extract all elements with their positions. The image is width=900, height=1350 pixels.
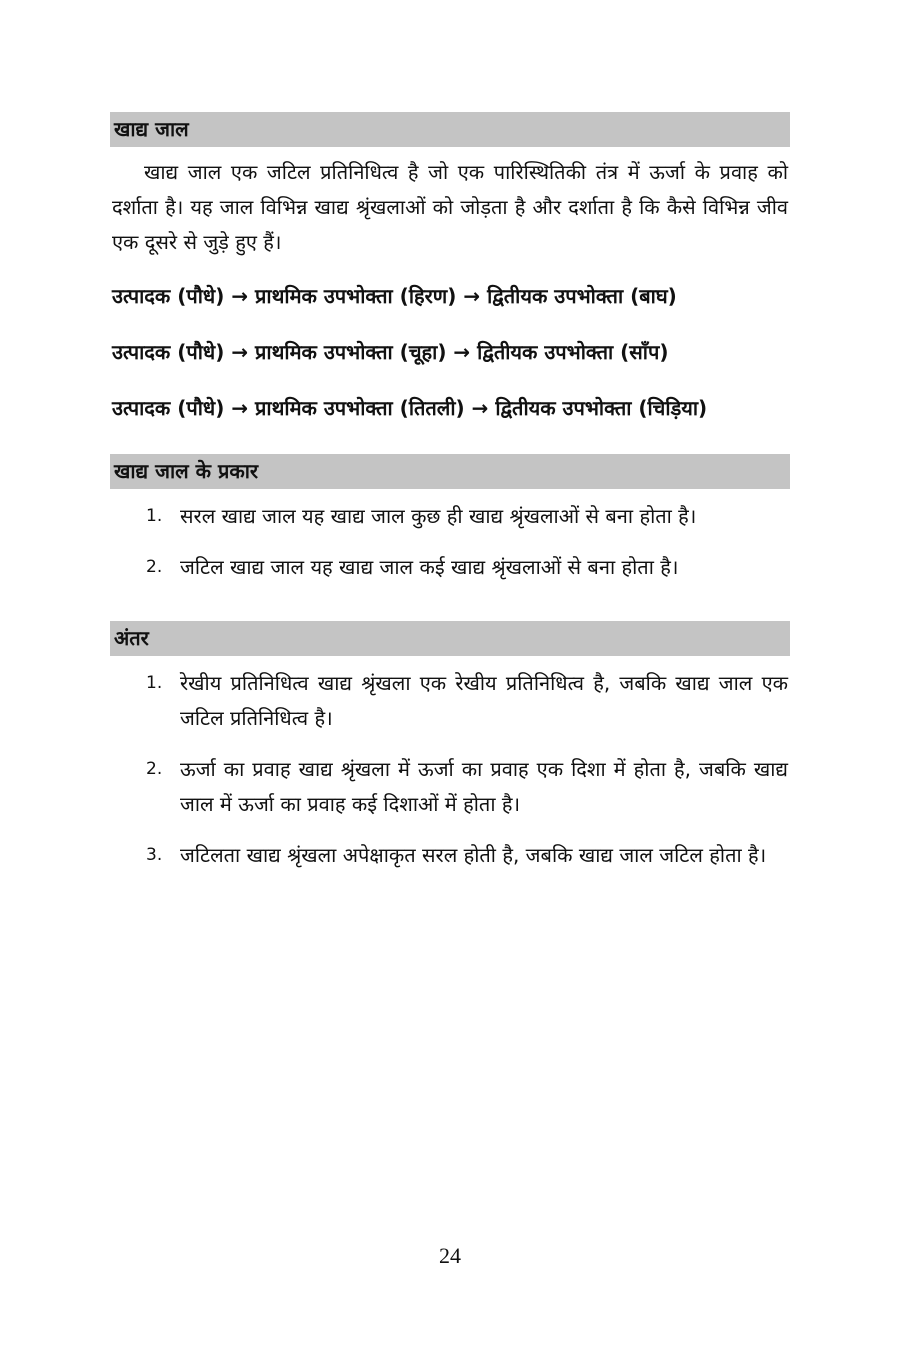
list-number: 1. <box>146 673 163 693</box>
list-number: 1. <box>146 506 163 526</box>
list-item-text: सरल खाद्य जाल यह खाद्य जाल कुछ ही खाद्य श्रृंखलाओं से बना होता है। <box>180 504 697 528</box>
section-heading-types: खाद्य जाल के प्रकार <box>110 454 790 489</box>
list-item <box>110 499 790 534</box>
food-chain-3: उत्पादक (पौधे) → प्राथमिक उपभोक्ता (तितली) → द्वितीयक उपभोक्ता (चिड़िया) <box>112 396 708 420</box>
food-web-paragraph: खाद्य जाल एक जटिल प्रतिनिधित्व है जो एक पारिस्थितिकी तंत्र में ऊर्जा के प्रवाह को दर्शाता है। यह जाल विभिन्न खाद्य श्रृंखलाओं को जोड़ता है और दर्शाता है कि कैसे विभिन्न जीव एक दूसरे से जुड़े हुए हैं। <box>112 160 788 254</box>
list-number: 2. <box>146 557 163 577</box>
list-item-text: रेखीय प्रतिनिधित्व खाद्य श्रृंखला एक रेखीय प्रतिनिधित्व है, जबकि खाद्य जाल एक जटिल प्रतिनिधित्व है। <box>180 671 788 730</box>
list-item-text: ऊर्जा का प्रवाह खाद्य श्रृंखला में ऊर्जा का प्रवाह एक दिशा में होता है, जबकि खाद्य जाल में ऊर्जा का प्रवाह कई दिशाओं में होता है। <box>180 757 788 816</box>
list-item <box>110 838 790 873</box>
list-item-text: जटिल खाद्य जाल यह खाद्य जाल कई खाद्य श्रृंखलाओं से बना होता है। <box>180 555 679 579</box>
list-item <box>110 752 790 822</box>
food-chain-1: उत्पादक (पौधे) → प्राथमिक उपभोक्ता (हिरण) → द्वितीयक उपभोक्ता (बाघ) <box>112 284 677 308</box>
types-list <box>110 499 790 585</box>
page-content <box>110 112 790 889</box>
differences-list <box>110 666 790 873</box>
list-item <box>110 666 790 736</box>
list-item <box>110 550 790 585</box>
section-heading-differences: अंतर <box>110 621 790 656</box>
list-number: 3. <box>146 845 163 865</box>
section-heading-food-web: खाद्य जाल <box>110 112 790 147</box>
food-chain-2: उत्पादक (पौधे) → प्राथमिक उपभोक्ता (चूहा) → द्वितीयक उपभोक्ता (साँप) <box>112 340 669 364</box>
list-number: 2. <box>146 759 163 779</box>
list-item-text: जटिलता खाद्य श्रृंखला अपेक्षाकृत सरल होती है, जबकि खाद्य जाल जटिल होता है। <box>180 843 767 867</box>
page-number: 24 <box>439 1243 461 1268</box>
